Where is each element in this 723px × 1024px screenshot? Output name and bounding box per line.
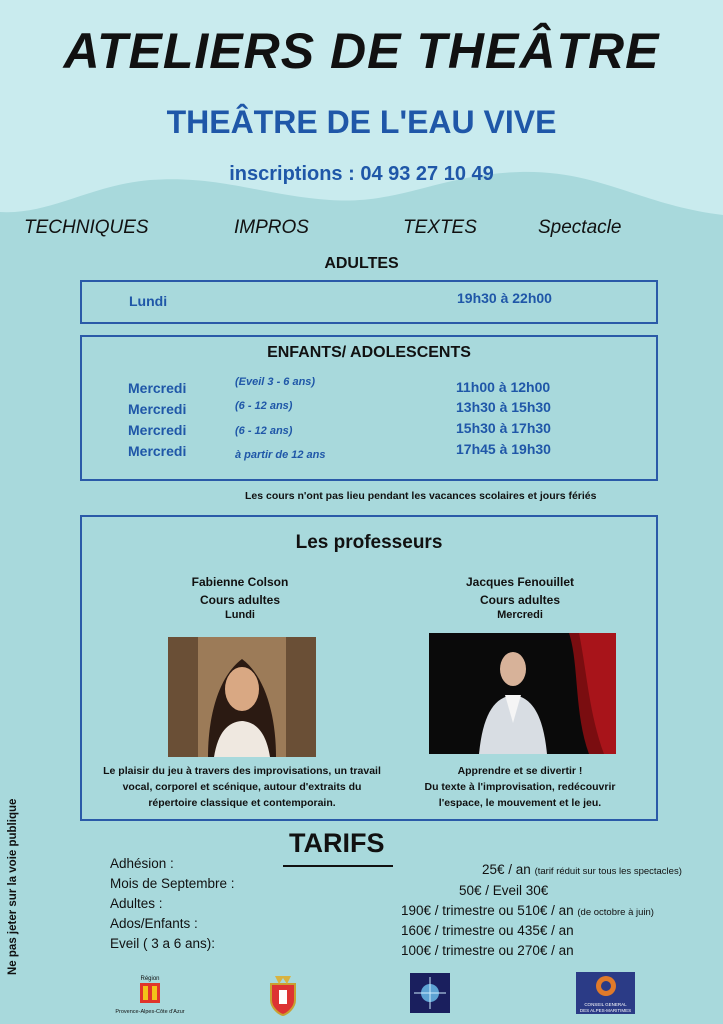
inscriptions-phone: inscriptions : 04 93 27 10 49: [229, 163, 494, 185]
category-techniques: TECHNIQUES: [24, 217, 149, 238]
nice-crest-logo: [265, 976, 301, 1016]
conseil-general-emblem-icon: [595, 975, 617, 997]
tarif-price: [401, 903, 654, 918]
enfants-row-day: Mercredi: [128, 401, 187, 417]
adultes-label: ADULTES: [324, 255, 399, 272]
professor-course: Cours adultes: [199, 593, 280, 607]
tarif-price: 160€ / trimestre ou 435€ / an: [401, 923, 574, 938]
professor-photo: [429, 633, 616, 754]
tarif-price-note: (tarif réduit sur tous les spectacles): [534, 866, 682, 877]
professor-name: Fabienne Colson: [191, 575, 289, 589]
tarifs-underline: [283, 865, 393, 867]
page-subtitle: THEÂTRE DE L'EAU VIVE: [166, 104, 557, 140]
page-title: ATELIERS DE THEÂTRE: [63, 23, 660, 79]
tarif-price: 100€ / trimestre ou 270€ / an: [401, 943, 574, 958]
professor-course: Cours adultes: [479, 593, 560, 607]
tarif-label: Eveil ( 3 a 6 ans):: [110, 936, 216, 951]
enfants-row-age: (6 - 12 ans): [235, 400, 293, 412]
adultes-day: Lundi: [129, 293, 168, 309]
tarif-price: 50€ / Eveil 30€: [459, 883, 549, 898]
category-impros: IMPROS: [234, 217, 309, 238]
enfants-row-age: (6 - 12 ans): [235, 425, 293, 437]
enfants-row-time: 17h45 à 19h30: [456, 441, 551, 457]
cg-line2: DES ALPES-MARITIMES: [579, 1008, 632, 1013]
tarif-price: [482, 862, 682, 877]
enfants-row-day: Mercredi: [128, 422, 187, 438]
holidays-note: Les cours n'ont pas lieu pendant les vacances scolaires et jours fériés: [245, 490, 597, 502]
professor-description-line: vocal, corporel et scénique, autour d'extraits du: [122, 781, 362, 793]
professor-description: [92, 763, 392, 811]
professor-card: [140, 573, 340, 621]
enfants-row-day: Mercredi: [128, 443, 187, 459]
professor-card: [420, 573, 620, 621]
conseil-general-logo: [576, 972, 635, 1014]
cg-line1: CONSEIL GENERAL: [584, 1002, 627, 1007]
professor-photo: [168, 637, 316, 757]
theatre-logo: [410, 973, 450, 1013]
tarif-label: Mois de Septembre :: [110, 876, 235, 891]
tarif-price-value: 190€ / trimestre ou 510€ / an: [401, 903, 574, 918]
professor-day: Lundi: [225, 609, 255, 621]
professor-description-line: Apprendre et se divertir !: [457, 765, 583, 777]
category-textes: TEXTES: [403, 217, 477, 238]
enfants-row-time: 15h30 à 17h30: [456, 420, 551, 436]
enfants-row-time: 11h00 à 12h00: [456, 379, 551, 395]
professor-description-line: Du texte à l'improvisation, redécouvrir: [424, 781, 616, 793]
tarif-label: Adultes :: [110, 896, 163, 911]
tarif-label: Ados/Enfants :: [110, 916, 198, 931]
side-notice: Ne pas jeter sur la voie publique: [7, 798, 19, 975]
enfants-row-age: à partir de 12 ans: [235, 449, 326, 461]
professor-name: Jacques Fenouillet: [465, 575, 575, 589]
enfants-label: ENFANTS/ ADOLESCENTS: [267, 344, 471, 361]
category-spectacle: Spectacle: [538, 217, 622, 238]
region-logo: [110, 976, 190, 1020]
tarif-price-value: 25€ / an: [482, 862, 531, 877]
adultes-box: [80, 280, 658, 324]
enfants-row-age: (Eveil 3 - 6 ans): [235, 376, 316, 388]
tarif-label: Adhésion :: [110, 856, 174, 871]
professor-description-line: Le plaisir du jeu à travers des improvisations, un travail: [103, 765, 381, 777]
region-shield-icon: [139, 982, 161, 1004]
enfants-row-day: Mercredi: [128, 380, 187, 396]
professor-description-line: répertoire classique et contemporain.: [148, 797, 336, 809]
region-logo-top: Région: [140, 976, 160, 982]
adultes-time: 19h30 à 22h00: [457, 290, 552, 306]
professeurs-label: Les professeurs: [295, 532, 443, 553]
professor-day: Mercredi: [497, 609, 543, 621]
tarif-price-note: (de octobre à juin): [577, 907, 654, 918]
enfants-row-time: 13h30 à 15h30: [456, 399, 551, 415]
tarifs-label: TARIFS: [289, 828, 385, 858]
region-logo-bottom: Provence-Alpes-Côte d'Azur: [115, 1009, 185, 1015]
professor-description: [390, 763, 650, 811]
professor-description-line: l'espace, le mouvement et le jeu.: [438, 797, 602, 809]
